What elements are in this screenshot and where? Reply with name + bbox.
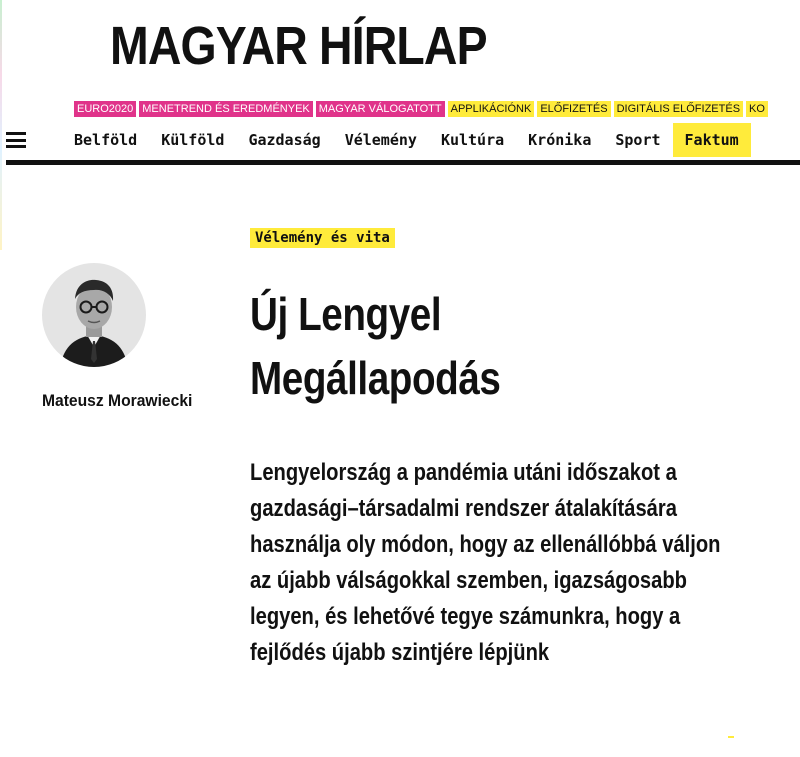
header-divider [6, 160, 800, 165]
nav-item-kronika[interactable]: Krónika [528, 131, 592, 149]
author-portrait-icon[interactable] [42, 263, 146, 367]
article-lead: Lengyelország a pandémia utáni időszakot a gazdasági–társadalmi rendszer átalakítására használja oly módon, hogy az ellenállóbbá váljon az újabb válságokkal szemben, igazságosabb legyen, és lehetővé tegye számunkra, hogy a fejlődés újabb szintjére lépjünk [250, 459, 721, 666]
nav-item-kultura[interactable]: Kultúra [440, 131, 505, 149]
tag-link[interactable]: MENETREND ÉS EREDMÉNYEK [139, 101, 312, 117]
tag-link[interactable]: MAGYAR VÁLOGATOTT [316, 101, 445, 117]
tag-link[interactable]: KO [746, 101, 768, 117]
decorative-dot [728, 736, 734, 738]
nav-item-faktum[interactable]: Faktum [673, 123, 751, 157]
tag-link[interactable]: ELŐFIZETÉS [537, 101, 610, 117]
nav-item-gazdasag[interactable]: Gazdaság [248, 131, 321, 149]
tag-link[interactable]: DIGITÁLIS ELŐFIZETÉS [614, 101, 743, 117]
article-title [250, 282, 670, 410]
site-logo[interactable]: MAGYAR HÍRLAP [110, 16, 487, 76]
hamburger-menu-icon[interactable] [6, 132, 26, 148]
nav-item-sport[interactable]: Sport [615, 131, 661, 149]
main-nav [0, 123, 800, 157]
nav-list [62, 123, 751, 157]
tag-bar [74, 101, 800, 117]
tag-link[interactable]: APPLIKÁCIÓNK [448, 101, 535, 117]
nav-item-kulfold[interactable]: Külföld [161, 131, 225, 149]
nav-item-belfold[interactable]: Belföld [74, 131, 138, 149]
tag-link[interactable]: EURO2020 [74, 101, 136, 117]
nav-item-velemeny[interactable]: Vélemény [344, 131, 417, 149]
title-line-1: Új Lengyel [250, 288, 442, 340]
title-line-2: Megállapodás [250, 352, 501, 404]
category-badge[interactable]: Vélemény és vita [250, 228, 395, 248]
author-name[interactable]: Mateusz Morawiecki [42, 391, 193, 410]
